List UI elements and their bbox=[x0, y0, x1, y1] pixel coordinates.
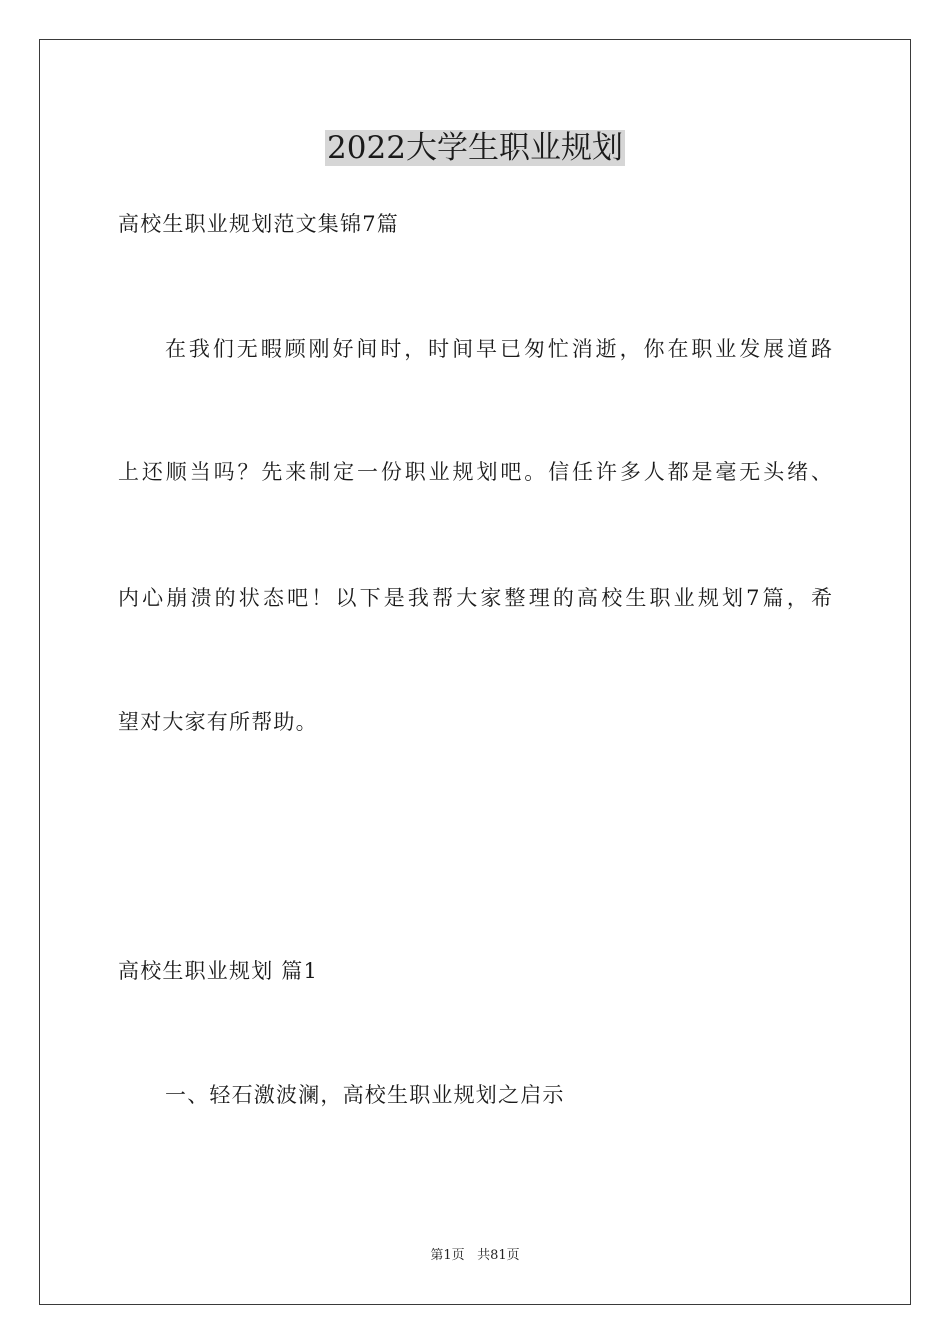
intro-line-2: 上还顺当吗？先来制定一份职业规划吧。信任许多人都是毫无头绪、 bbox=[118, 460, 832, 484]
document-title bbox=[0, 126, 950, 170]
page-footer bbox=[0, 1247, 950, 1265]
page-number: 第1页 bbox=[430, 1248, 465, 1263]
document-subtitle: 高校生职业规划范文集锦7篇 bbox=[118, 212, 399, 236]
intro-line-4: 望对大家有所帮助。 bbox=[118, 710, 318, 734]
intro-line-1: 在我们无暇顾刚好间时，时间早已匆忙消逝，你在职业发展道路 bbox=[165, 337, 832, 361]
intro-line-3: 内心崩溃的状态吧！以下是我帮大家整理的高校生职业规划7篇，希 bbox=[118, 586, 832, 610]
page-total: 共81页 bbox=[477, 1248, 520, 1263]
section-heading: 高校生职业规划 篇1 bbox=[118, 959, 319, 983]
section-first-line: 一、轻石激波澜，高校生职业规划之启示 bbox=[165, 1083, 565, 1107]
document-title-text: 2022大学生职业规划 bbox=[327, 130, 623, 166]
